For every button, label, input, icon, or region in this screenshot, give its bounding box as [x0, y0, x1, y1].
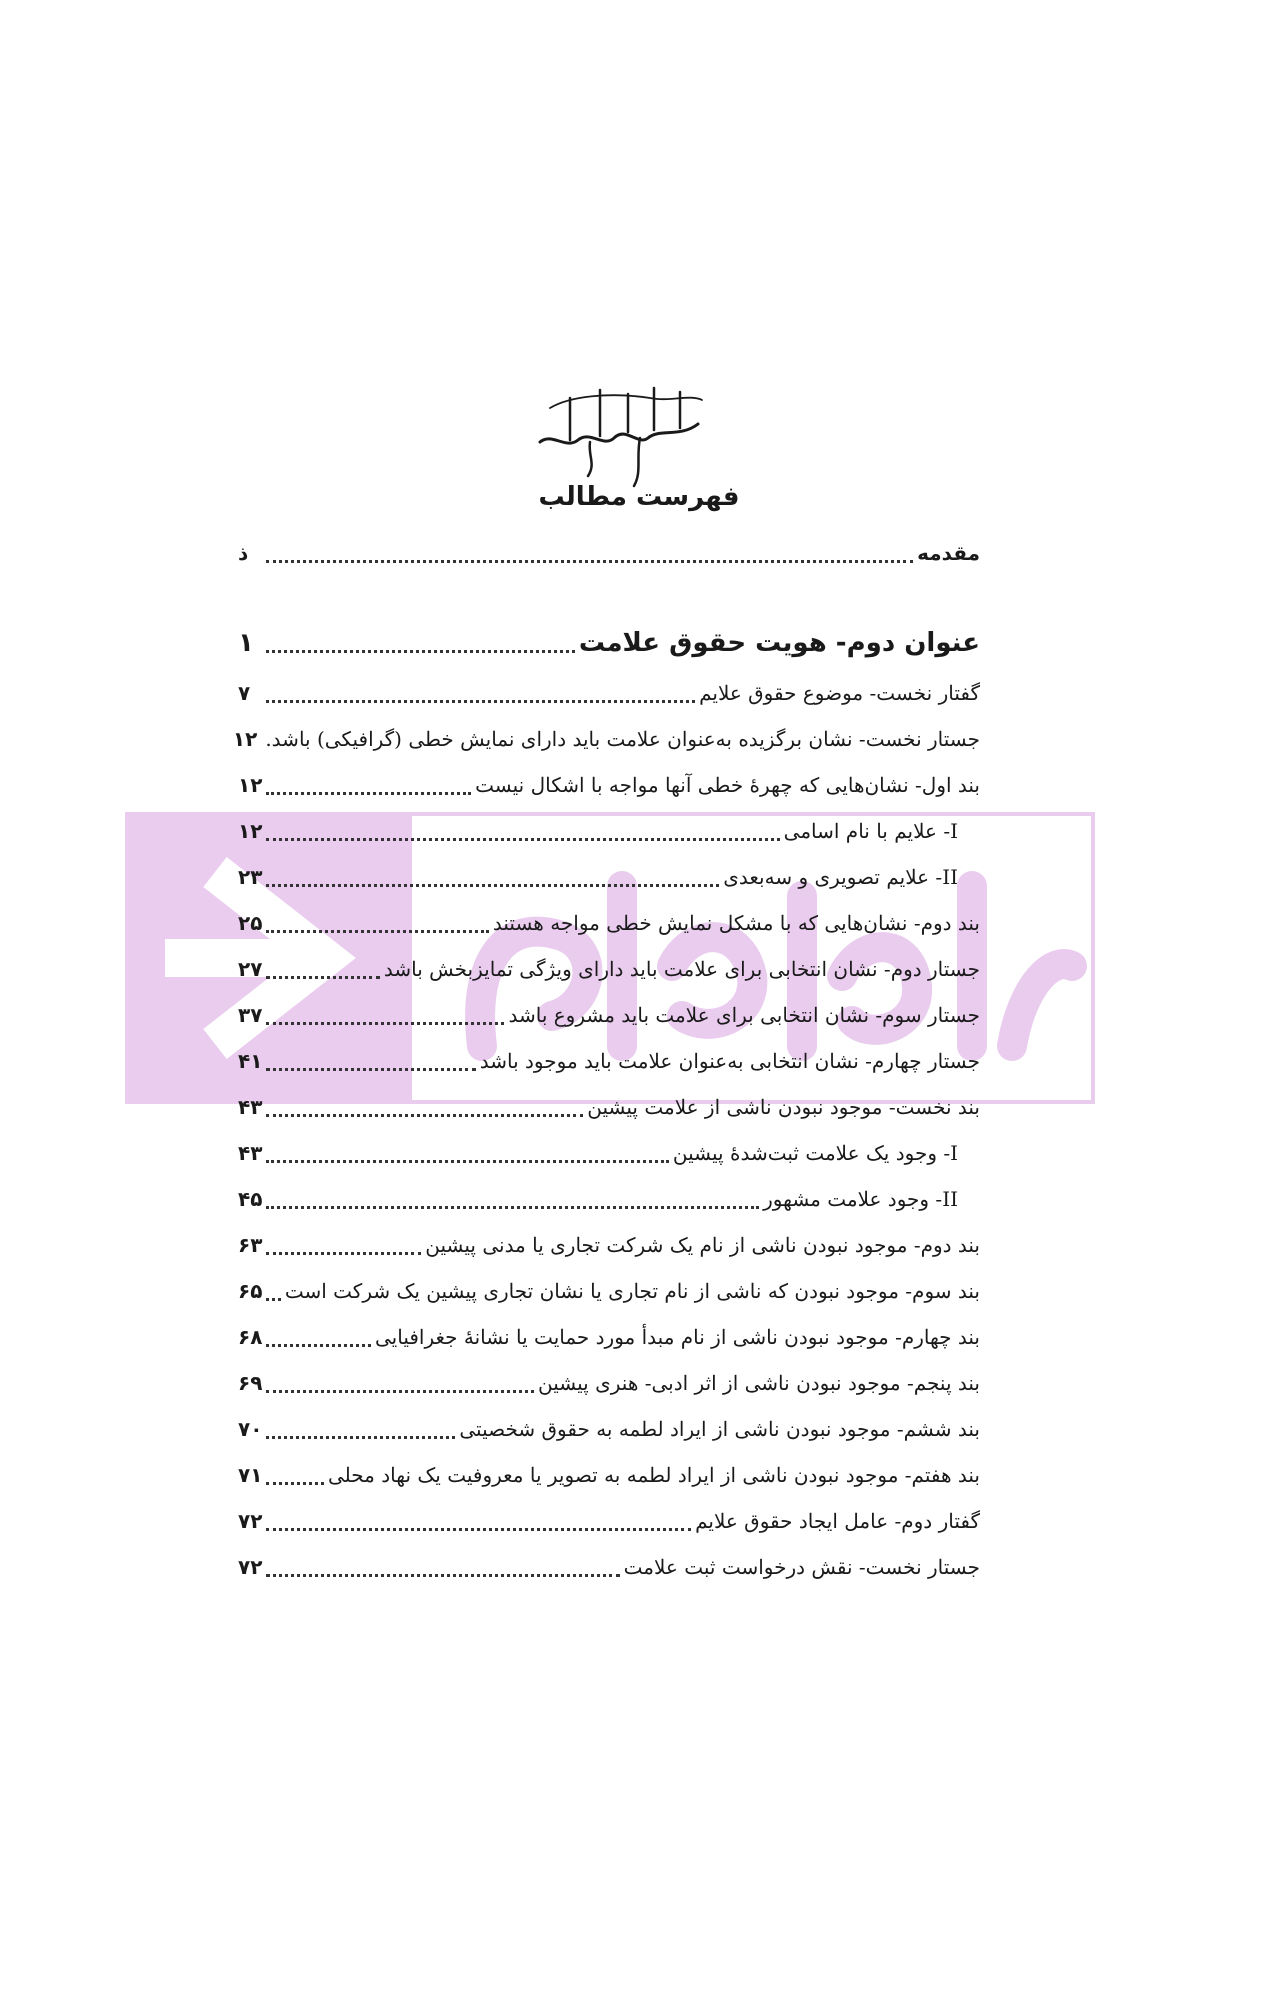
toc-entry-label: گفتار دوم- عامل ایجاد حقوق علایم — [695, 1509, 980, 1533]
toc-entry-label: II- علایم تصویری و سه‌بعدی — [723, 865, 958, 889]
toc-entry-page: ۶۸ — [238, 1325, 263, 1349]
toc-entry-label: بند اول- نشان‌هایی که چهرۀ خطی آنها مواجه با اشکال نیست — [475, 773, 980, 797]
toc-entry-row — [238, 1268, 980, 1314]
toc-entry-row — [238, 670, 980, 716]
toc-section-page: ۱ — [238, 628, 254, 658]
toc-entry-label: بند هفتم- موجود نبودن ناشی از ایراد لطمه به تصویر یا معروفیت یک نهاد محلی — [327, 1463, 980, 1487]
toc-entry-label: بند سوم- موجود نبودن که ناشی از نام تجاری یا نشان تجاری پیشین یک شرکت است — [284, 1279, 980, 1303]
leader-dots — [266, 649, 575, 653]
toc-entry-page: ۱۲ — [238, 773, 263, 797]
toc-section-row — [238, 616, 980, 670]
toc-entry-page: ۷۱ — [238, 1463, 263, 1487]
toc-entry-label: جستار دوم- نشان انتخابی برای علامت باید دارای ویژگی تمایزبخش باشد — [383, 957, 980, 981]
toc-entry-page: ۶۵ — [238, 1279, 263, 1303]
toc-entry-page: ۲۵ — [238, 911, 263, 935]
toc-entry-label: بند دوم- نشان‌هایی که با مشکل نمایش خطی مواجه هستند — [492, 911, 980, 935]
toc-entry-label: جستار نخست- نشان برگزیده به‌عنوان علامت باید دارای نمایش خطی (گرافیکی) باشد. — [265, 727, 980, 751]
toc-entry-row — [238, 1038, 980, 1084]
toc-entry-row — [238, 1498, 980, 1544]
toc-intro-page: ذ — [238, 541, 249, 565]
toc-entry-row — [238, 1084, 980, 1130]
toc-entry-page: ۲۳ — [238, 865, 263, 889]
leader-dots — [266, 1251, 421, 1255]
leader-dots — [266, 1297, 280, 1301]
leader-dots — [266, 883, 719, 887]
toc-entry-label: جستار نخست- نقش درخواست ثبت علامت — [623, 1555, 980, 1579]
toc-entry-label: جستار سوم- نشان انتخابی برای علامت باید مشروع باشد — [508, 1003, 980, 1027]
toc-entry-page: ۴۳ — [238, 1095, 263, 1119]
toc-entry-row — [238, 992, 980, 1038]
toc-entry-row — [238, 1314, 980, 1360]
toc-entry-page: ۱۲ — [238, 819, 263, 843]
toc-entry-page: ۳۷ — [238, 1003, 263, 1027]
toc-entry-label: بند نخست- موجود نبودن ناشی از علامت پیشین — [587, 1095, 980, 1119]
toc-entry-row — [232, 716, 980, 762]
toc-entry-row — [238, 1360, 980, 1406]
leader-dots — [266, 1573, 619, 1577]
toc-entry-row — [238, 1406, 980, 1452]
toc-entry-row — [238, 1130, 980, 1176]
toc-entry-page: ۴۵ — [238, 1187, 263, 1211]
toc-entry-row — [238, 900, 980, 946]
leader-dots — [266, 975, 379, 979]
toc-entry-row — [238, 1222, 980, 1268]
toc-entry-row — [238, 1176, 980, 1222]
leader-dots — [266, 559, 913, 563]
toc-entry-row — [238, 946, 980, 992]
toc-entry-page: ۶۳ — [238, 1233, 263, 1257]
toc-entry-label: بند ششم- موجود نبودن ناشی از ایراد لطمه به حقوق شخصیتی — [459, 1417, 980, 1441]
toc-entry-row — [238, 1452, 980, 1498]
toc-entry-page: ۲۷ — [238, 957, 263, 981]
toc-entry-label: بند دوم- موجود نبودن ناشی از نام یک شرکت تجاری یا مدنی پیشین — [425, 1233, 980, 1257]
page-title: فهرست مطالب — [538, 482, 740, 512]
toc-entry-page: ۷۲ — [238, 1555, 263, 1579]
toc-entry-label: جستار چهارم- نشان انتخابی به‌عنوان علامت باید موجود باشد — [479, 1049, 980, 1073]
toc-entry-label: بند پنجم- موجود نبودن ناشی از اثر ادبی- هنری پیشین — [538, 1371, 980, 1395]
toc-entry-page: ۷۲ — [238, 1509, 263, 1533]
toc-entry-page: ۷ — [238, 681, 251, 705]
leader-dots — [266, 1021, 504, 1025]
toc-intro-row — [238, 530, 980, 576]
toc-entry-page: ۶۹ — [238, 1371, 263, 1395]
toc-entry-page: ۷۰ — [238, 1417, 263, 1441]
leader-dots — [266, 1527, 691, 1531]
leader-dots — [266, 699, 695, 703]
toc-entry-row — [238, 808, 980, 854]
toc-entry-row — [238, 762, 980, 808]
toc-entry-label: گفتار نخست- موضوع حقوق علایم — [699, 681, 980, 705]
toc-entry-row — [238, 1544, 980, 1590]
toc-entry-label: I- علایم با نام اسامی — [783, 819, 958, 843]
toc-entry-label: II- وجود علامت مشهور — [763, 1187, 958, 1211]
leader-dots — [266, 1389, 534, 1393]
toc-section-label: عنوان دوم- هویت حقوق علامت — [578, 628, 980, 658]
leader-dots — [266, 1067, 475, 1071]
table-of-contents — [232, 530, 980, 1590]
toc-entry-page: ۴۱ — [238, 1049, 263, 1073]
leader-dots — [266, 1205, 759, 1209]
toc-entry-label: I- وجود یک علامت ثبت‌شدۀ پیشین — [672, 1141, 958, 1165]
leader-dots — [266, 1343, 371, 1347]
leader-dots — [266, 1159, 669, 1163]
leader-dots — [266, 929, 488, 933]
leader-dots — [266, 791, 471, 795]
toc-entry-page: ۱۲ — [232, 727, 258, 751]
toc-intro-label: مقدمه — [917, 541, 980, 565]
basmala-calligraphy-icon — [530, 380, 710, 490]
toc-entry-row — [238, 854, 980, 900]
toc-entries — [232, 670, 980, 1590]
leader-dots — [266, 1435, 455, 1439]
leader-dots — [266, 837, 779, 841]
leader-dots — [266, 1113, 583, 1117]
leader-dots — [266, 1481, 324, 1485]
toc-entry-page: ۴۳ — [238, 1141, 263, 1165]
toc-entry-label: بند چهارم- موجود نبودن ناشی از نام مبدأ مورد حمایت یا نشانۀ جغرافیایی — [375, 1325, 980, 1349]
